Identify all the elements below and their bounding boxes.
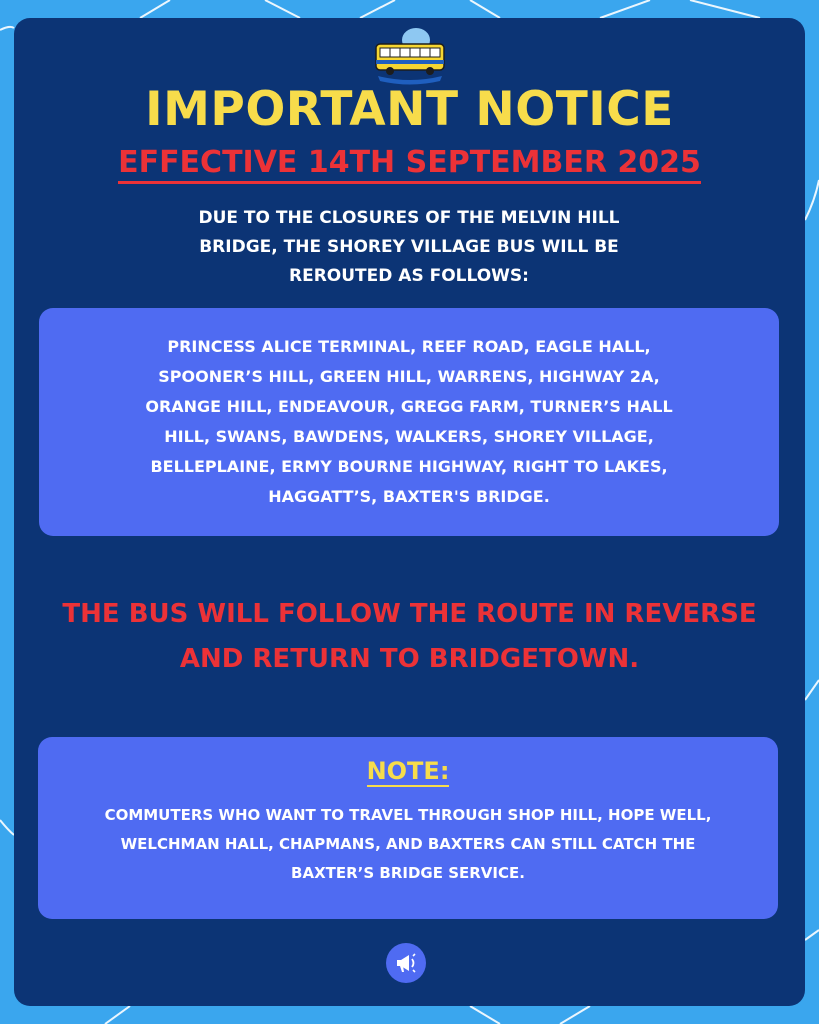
reverse-line: THE BUS WILL FOLLOW THE ROUTE IN REVERSE — [62, 599, 757, 629]
bus-logo-icon — [372, 24, 448, 88]
route-line: ORANGE HILL, ENDEAVOUR, GREGG FARM, TURNER’S HALL — [145, 397, 673, 416]
note-body — [48, 801, 768, 888]
reverse-route-notice — [34, 592, 785, 682]
reverse-line: AND RETURN TO BRIDGETOWN. — [179, 644, 640, 674]
intro-line: DUE TO THE CLOSURES OF THE MELVIN HILL — [198, 208, 620, 228]
effective-date-text: EFFECTIVE 14TH SEPTEMBER 2025 — [118, 145, 701, 184]
route-list — [79, 332, 739, 512]
note-line: BAXTER’S BRIDGE SERVICE. — [291, 864, 525, 882]
page-title: IMPORTANT NOTICE — [145, 82, 674, 137]
megaphone-icon — [394, 952, 418, 974]
effective-date — [14, 145, 805, 180]
route-line: SPOONER’S HILL, GREEN HILL, WARRENS, HIGHWAY 2A, — [158, 367, 660, 386]
note-panel — [38, 737, 778, 919]
intro-line: REROUTED AS FOLLOWS: — [289, 266, 529, 286]
intro-line: BRIDGE, THE SHOREY VILLAGE BUS WILL BE — [199, 237, 619, 257]
route-line: HILL, SWANS, BAWDENS, WALKERS, SHOREY VILLAGE, — [164, 427, 654, 446]
route-line: PRINCESS ALICE TERMINAL, REEF ROAD, EAGLE HALL, — [167, 337, 651, 356]
route-panel — [39, 308, 779, 536]
note-heading — [38, 757, 778, 785]
note-line: WELCHMAN HALL, CHAPMANS, AND BAXTERS CAN STILL CATCH THE — [120, 835, 696, 853]
note-heading-text: NOTE: — [366, 757, 450, 785]
notice-card — [14, 18, 805, 1006]
intro-text — [159, 204, 659, 291]
route-line: BELLEPLAINE, ERMY BOURNE HIGHWAY, RIGHT TO LAKES, — [150, 457, 668, 476]
note-line: COMMUTERS WHO WANT TO TRAVEL THROUGH SHOP HILL, HOPE WELL, — [104, 806, 712, 824]
route-line: HAGGATT’S, BAXTER'S BRIDGE. — [268, 487, 550, 506]
megaphone-button — [386, 943, 426, 983]
